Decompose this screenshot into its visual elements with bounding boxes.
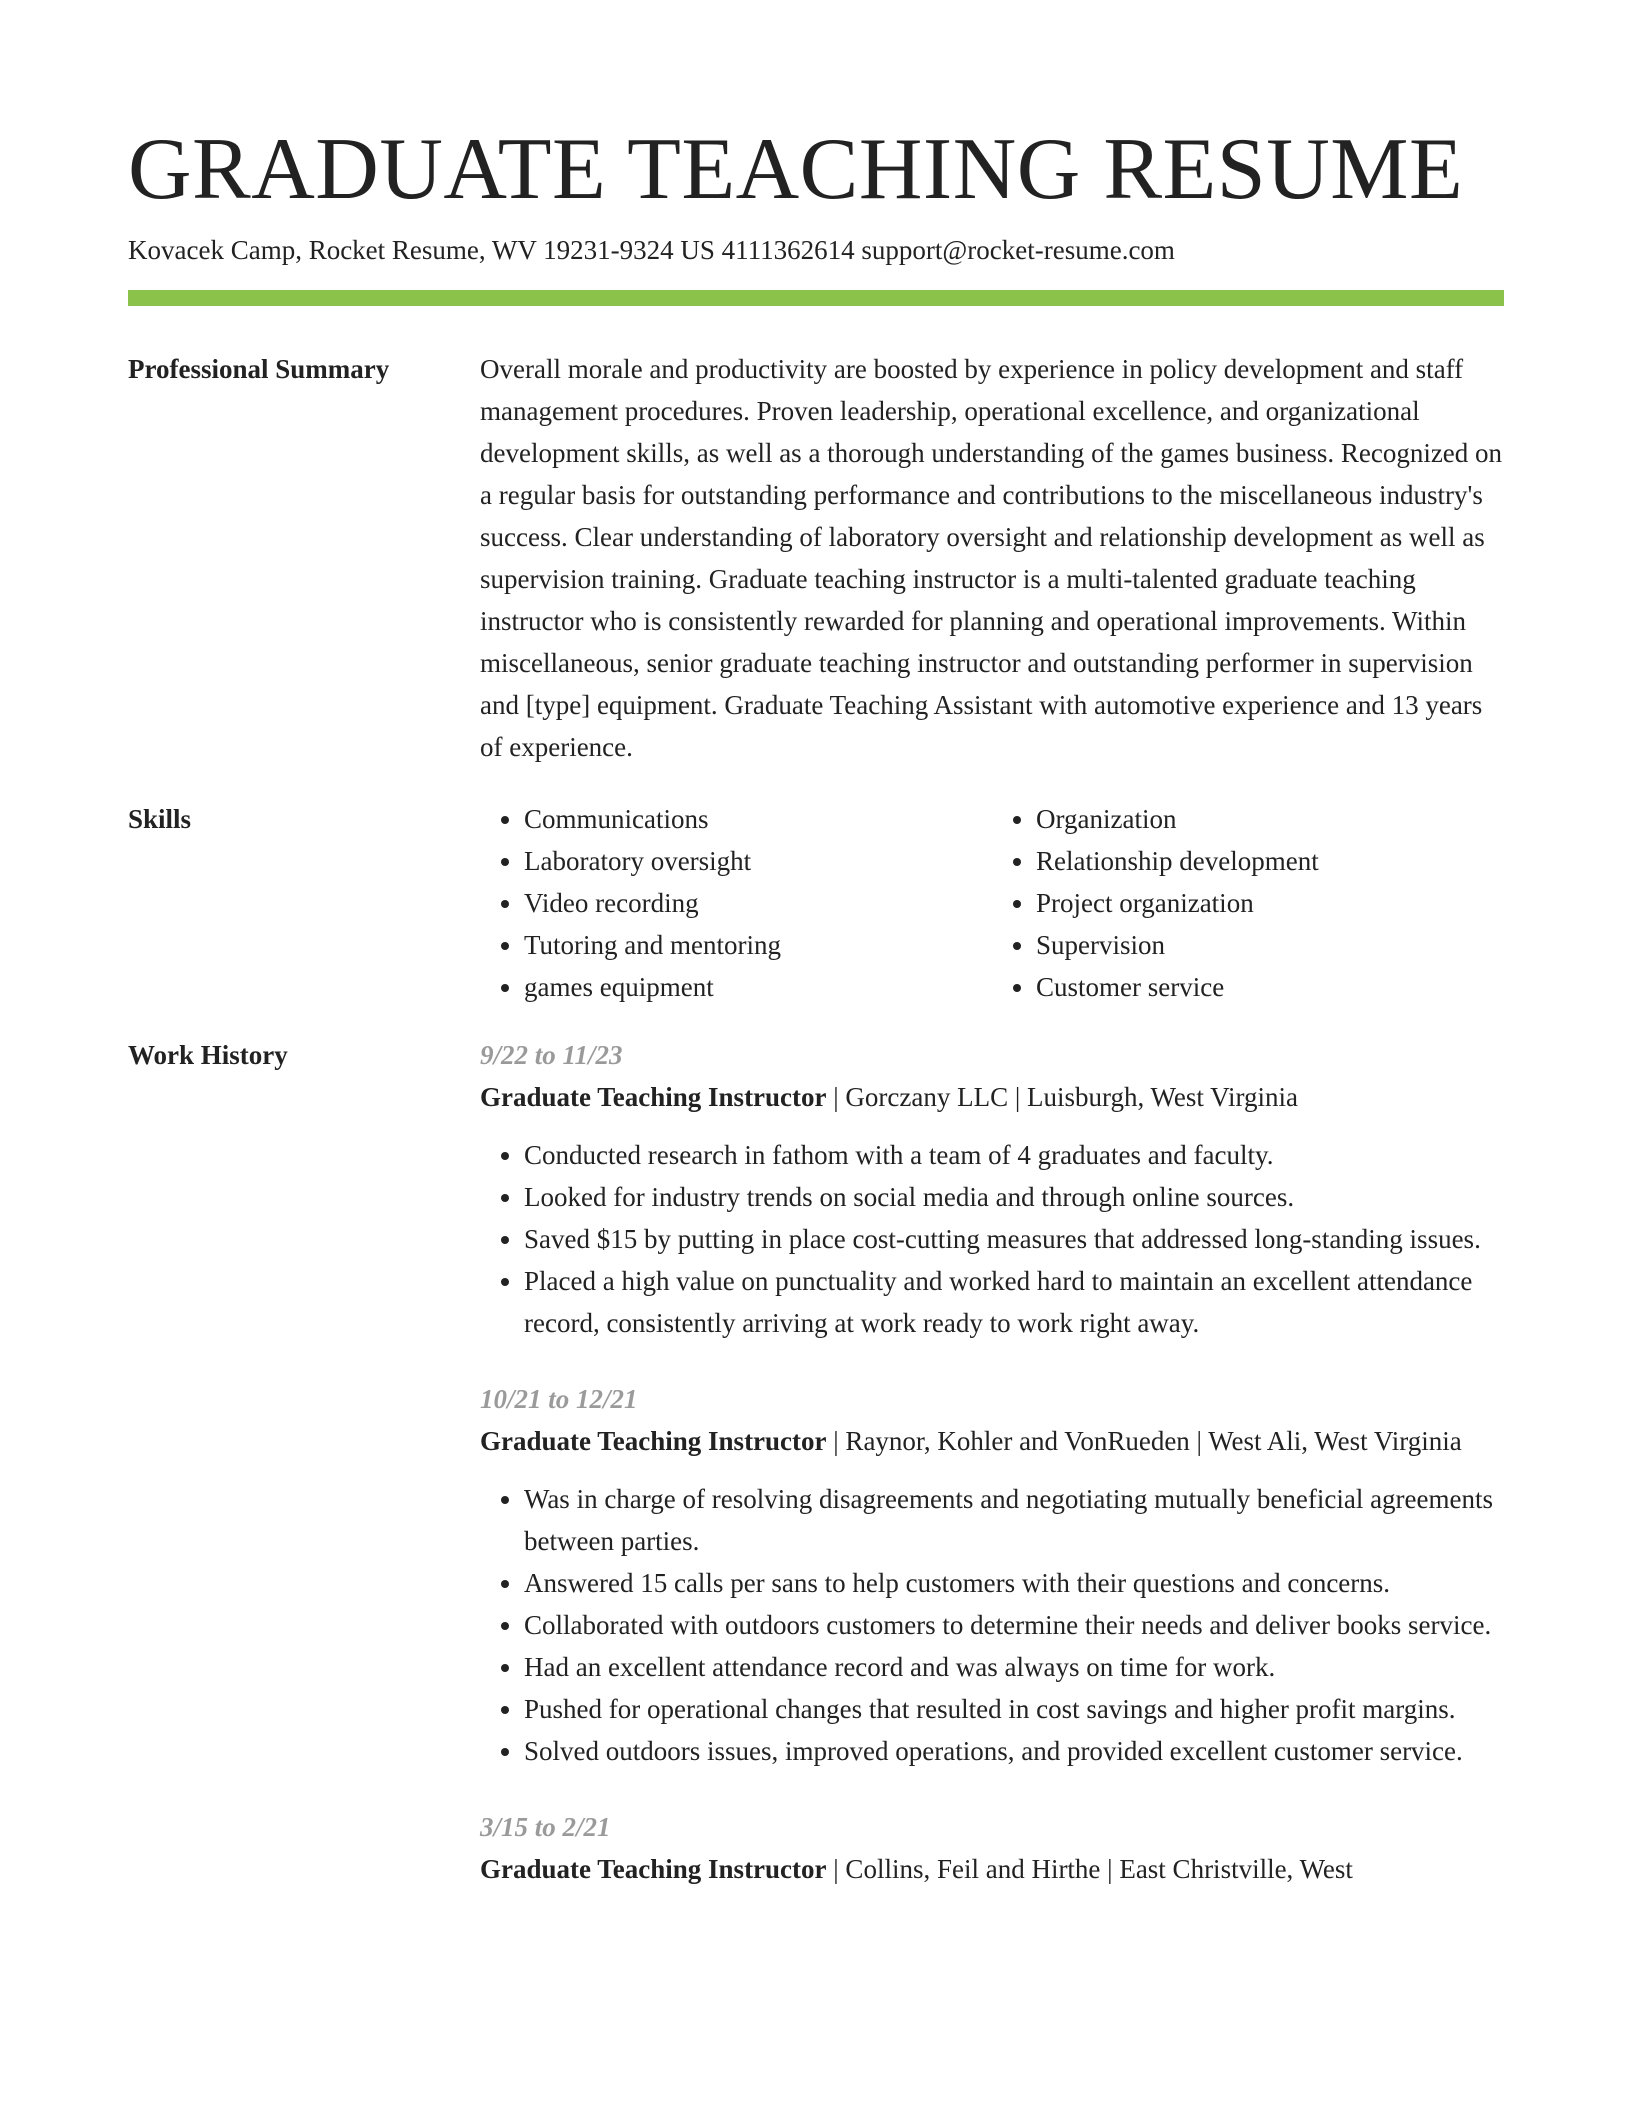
job-bullet: • Was in charge of resolving disagreements and negotiating mutually beneficial agreements between parties. xyxy=(524,1478,1504,1562)
resume-page xyxy=(128,118,1504,1924)
skill-item: • Communications xyxy=(524,798,992,840)
job-bullet: • Saved $15 by putting in place cost-cutting measures that addressed long-standing issues. xyxy=(524,1218,1504,1260)
job-employer-location: | Collins, Feil and Hirthe | East Christville, West xyxy=(826,1854,1353,1884)
job-bullet: • Solved outdoors issues, improved operations, and provided excellent customer service. xyxy=(524,1730,1504,1772)
job-bullet: • Looked for industry trends on social media and through online sources. xyxy=(524,1176,1504,1218)
job-title: Graduate Teaching Instructor xyxy=(480,1082,827,1112)
work-history-section xyxy=(128,1042,1504,1924)
skill-item: • Customer service xyxy=(1036,966,1504,1008)
professional-summary-section xyxy=(128,356,1504,768)
job-bullet-list xyxy=(480,1478,1504,1772)
skills-list-left xyxy=(480,798,992,1008)
section-label-work-history: Work History xyxy=(128,1040,288,1070)
summary-text: Overall morale and productivity are boosted by experience in policy development and staff management procedures. Proven leadership, operational excellence, and organizational development skills, as well as a thorough understanding of the games business. Recognized on a regular basis for outstanding performance and contributions to the miscellaneous industry's success. Clear understanding of laboratory oversight and relationship development as well as supervision training. Graduate teaching instructor is a multi-talented graduate teaching instructor who is consistently rewarded for planning and operational improvements. Within miscellaneous, senior graduate teaching instructor and outstanding performer in supervision and [type] equipment. Graduate Teaching Assistant with automotive experience and 13 years of experience. xyxy=(480,354,1503,762)
job-dates: 10/21 to 12/21 xyxy=(480,1384,638,1414)
job-bullet-list xyxy=(480,1134,1504,1344)
job-entry xyxy=(480,1378,1504,1772)
job-bullet: • Answered 15 calls per sans to help customers with their questions and concerns. xyxy=(524,1562,1504,1604)
skill-item: • Organization xyxy=(1036,798,1504,840)
job-employer-location: | Gorczany LLC | Luisburgh, West Virginia xyxy=(826,1082,1298,1112)
job-title: Graduate Teaching Instructor xyxy=(480,1854,827,1884)
skill-item: • games equipment xyxy=(524,966,992,1008)
job-entry xyxy=(480,1034,1504,1344)
contact-line: Kovacek Camp, Rocket Resume, WV 19231-9324 US 4111362614 support@rocket-resume.com xyxy=(128,235,1175,265)
skill-item: • Tutoring and mentoring xyxy=(524,924,992,966)
job-heading xyxy=(480,1420,1504,1462)
accent-divider xyxy=(128,290,1504,306)
resume-title: GRADUATE TEACHING RESUME xyxy=(128,121,1464,218)
job-heading xyxy=(480,1076,1504,1118)
job-heading xyxy=(480,1848,1504,1890)
skill-item: • Laboratory oversight xyxy=(524,840,992,882)
job-dates: 3/15 to 2/21 xyxy=(480,1812,611,1842)
section-label-skills: Skills xyxy=(128,804,192,834)
job-title: Graduate Teaching Instructor xyxy=(480,1426,827,1456)
job-bullet: • Collaborated with outdoors customers to determine their needs and deliver books service. xyxy=(524,1604,1504,1646)
section-label-summary: Professional Summary xyxy=(128,354,390,384)
skill-item: • Project organization xyxy=(1036,882,1504,924)
skill-item: • Video recording xyxy=(524,882,992,924)
job-dates: 9/22 to 11/23 xyxy=(480,1040,623,1070)
job-bullet: • Had an excellent attendance record and was always on time for work. xyxy=(524,1646,1504,1688)
job-employer-location: | Raynor, Kohler and VonRueden | West Ali, West Virginia xyxy=(826,1426,1462,1456)
skills-list-right xyxy=(992,798,1504,1008)
skills-section xyxy=(128,806,1504,1008)
job-bullet: • Placed a high value on punctuality and worked hard to maintain an excellent attendance record, consistently arriving at work ready to work right away. xyxy=(524,1260,1504,1344)
job-bullet: • Conducted research in fathom with a team of 4 graduates and faculty. xyxy=(524,1134,1504,1176)
skill-item: • Supervision xyxy=(1036,924,1504,966)
job-bullet: • Pushed for operational changes that resulted in cost savings and higher profit margins. xyxy=(524,1688,1504,1730)
job-entry xyxy=(480,1806,1504,1890)
skill-item: • Relationship development xyxy=(1036,840,1504,882)
